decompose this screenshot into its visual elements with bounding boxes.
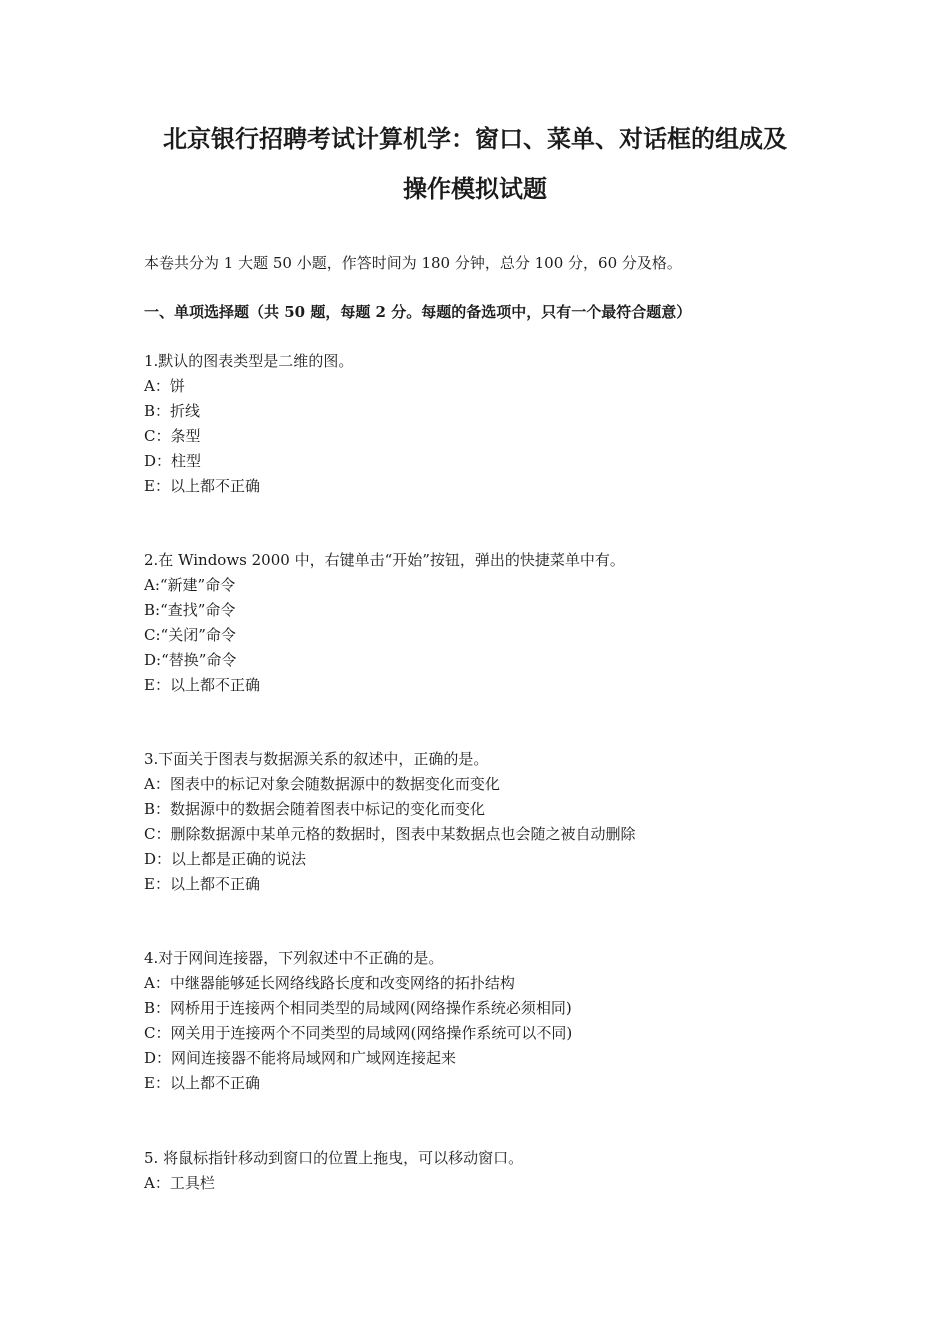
document-title [120,114,830,214]
question-stem: 2.在 Windows 2000 中，右键单击“开始”按钮，弹出的快捷菜单中有。 [144,551,625,569]
section-heading: 一、单项选择题（共 50 题，每题 2 分。每题的备选项中，只有一个最符合题意） [144,303,692,321]
exam-intro: 本卷共分为 1 大题 50 小题，作答时间为 180 分钟，总分 100 分，60 分及格。 [144,254,682,272]
option-e: E：以上都不正确 [144,676,260,694]
question-stem: 4.对于网间连接器，下列叙述中不正确的是。 [144,949,444,967]
title-line-2: 操作模拟试题 [403,174,547,203]
option-d: D:“替换”命令 [144,651,237,669]
option-a: A：工具栏 [144,1174,215,1192]
option-e: E：以上都不正确 [144,1074,260,1092]
option-e: E：以上都不正确 [144,875,260,893]
option-d: D：柱型 [144,452,202,470]
option-b: B：数据源中的数据会随着图表中标记的变化而变化 [144,800,486,818]
question-stem: 5. 将鼠标指针移动到窗口的位置上拖曳，可以移动窗口。 [144,1149,524,1167]
option-a: A：饼 [144,377,185,395]
option-c: C：条型 [144,427,201,445]
option-b: B：网桥用于连接两个相同类型的局域网(网络操作系统必须相同) [144,999,572,1017]
question-stem: 1.默认的图表类型是二维的图。 [144,352,354,370]
question-5 [144,1146,824,1196]
option-d: D：网间连接器不能将局域网和广域网连接起来 [144,1049,457,1067]
option-a: A：图表中的标记对象会随数据源中的数据变化而变化 [144,775,500,793]
option-d: D：以上都是正确的说法 [144,850,307,868]
option-a: A：中继器能够延长网络线路长度和改变网络的拓扑结构 [144,974,515,992]
option-c: C:“关闭”命令 [144,626,236,644]
option-b: B：折线 [144,402,201,420]
option-a: A:“新建”命令 [144,576,236,594]
option-e: E：以上都不正确 [144,477,260,495]
option-b: B:“查找”命令 [144,601,236,619]
question-4 [144,946,824,1096]
question-2 [144,548,824,698]
question-stem: 3.下面关于图表与数据源关系的叙述中，正确的是。 [144,750,489,768]
question-3 [144,747,824,897]
option-c: C：网关用于连接两个不同类型的局域网(网络操作系统可以不同) [144,1024,573,1042]
title-line-1: 北京银行招聘考试计算机学：窗口、菜单、对话框的组成及 [163,124,787,153]
question-1 [144,349,824,499]
option-c: C：删除数据源中某单元格的数据时，图表中某数据点也会随之被自动删除 [144,825,636,843]
